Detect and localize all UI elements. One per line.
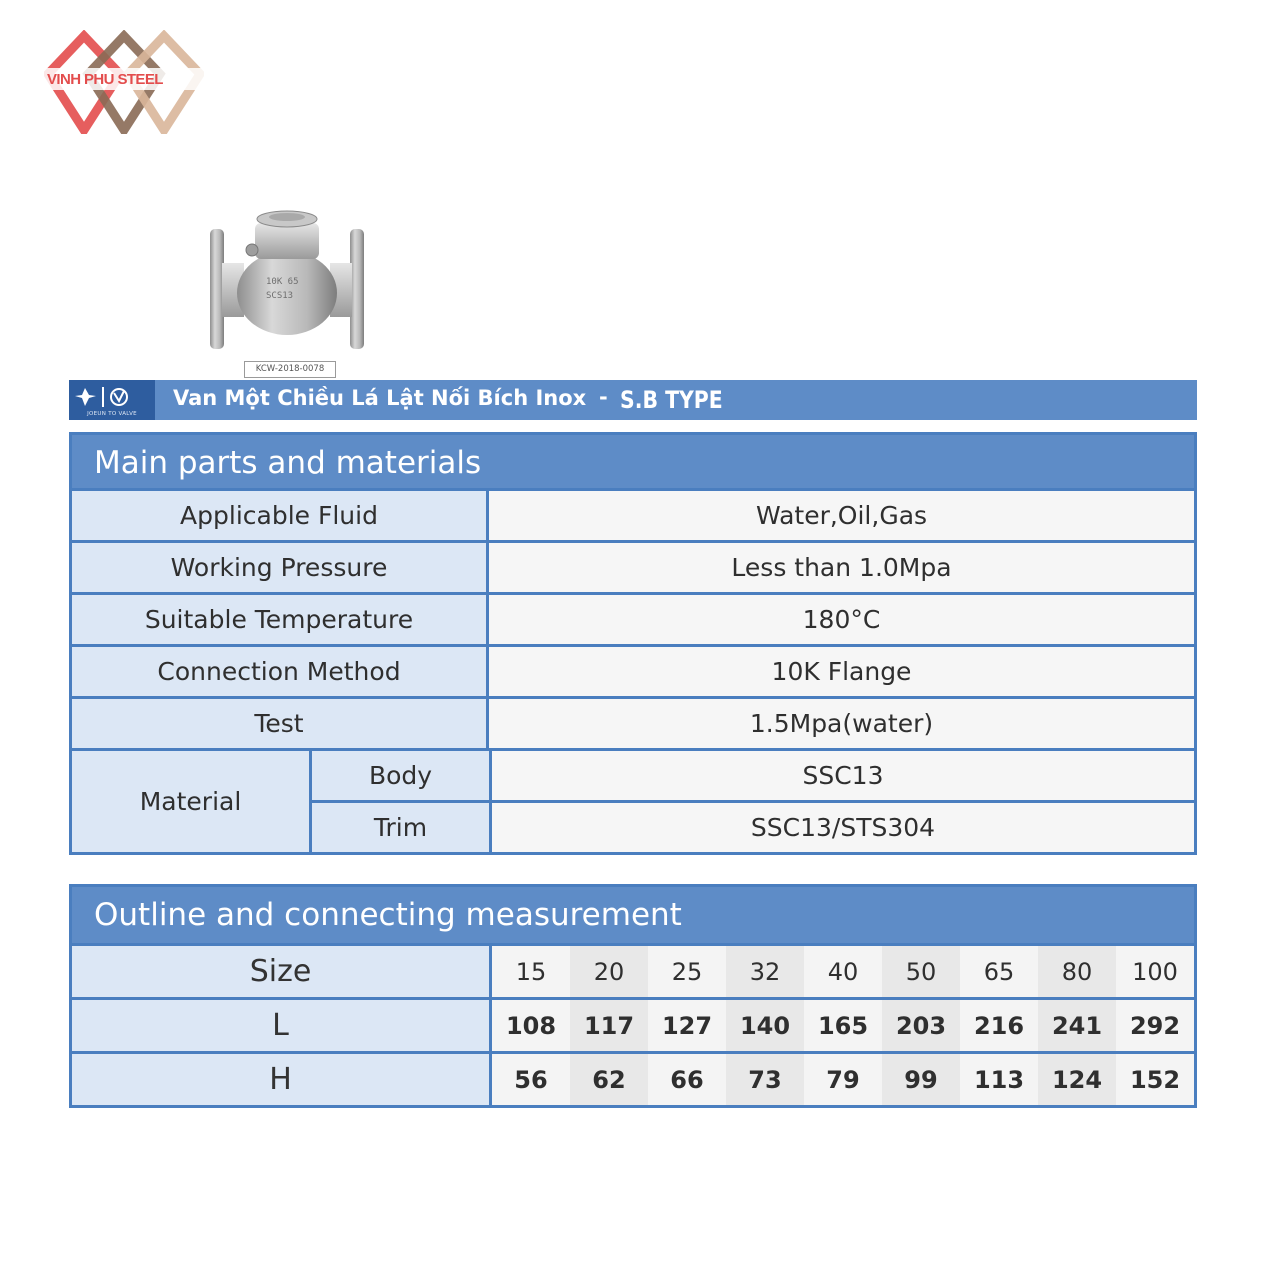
materials-table (69, 432, 1197, 855)
length-value: 117 (570, 1000, 648, 1051)
row-value: 180°C (489, 595, 1194, 644)
product-code-label: KCW-2018-0078 (244, 361, 336, 378)
row-value: 1.5Mpa(water) (489, 699, 1194, 748)
height-value: 124 (1038, 1054, 1116, 1105)
length-row (72, 997, 1194, 1051)
table-row (72, 592, 1194, 644)
size-value: 20 (570, 946, 648, 997)
size-label: Size (72, 946, 492, 997)
length-value: 140 (726, 1000, 804, 1051)
row-label: Suitable Temperature (72, 595, 489, 644)
valve-brand-icon (75, 385, 149, 411)
height-value: 73 (726, 1054, 804, 1105)
length-value: 241 (1038, 1000, 1116, 1051)
row-label: Working Pressure (72, 543, 489, 592)
row-label: Test (72, 699, 489, 748)
material-body-value: SSC13 (492, 751, 1194, 800)
materials-table-heading: Main parts and materials (72, 435, 1194, 491)
material-body-label: Body (312, 751, 492, 800)
length-value: 108 (492, 1000, 570, 1051)
size-value: 15 (492, 946, 570, 997)
length-label: L (72, 1000, 492, 1051)
height-value: 56 (492, 1054, 570, 1105)
table-row (72, 491, 1194, 540)
row-value: Less than 1.0Mpa (489, 543, 1194, 592)
dimensions-table (69, 884, 1197, 1108)
logo-text: VINH PHU STEEL (47, 71, 163, 88)
height-row (72, 1051, 1194, 1105)
material-trim-value: SSC13/STS304 (492, 803, 1194, 852)
valve-type: S.B TYPE (620, 386, 723, 414)
row-value: Water,Oil,Gas (489, 491, 1194, 540)
body-marking-2: SCS13 (266, 291, 294, 301)
size-value: 80 (1038, 946, 1116, 997)
size-value: 32 (726, 946, 804, 997)
brand-logo-box (69, 380, 155, 420)
height-value: 99 (882, 1054, 960, 1105)
dimensions-table-heading: Outline and connecting measurement (72, 887, 1194, 943)
size-value: 40 (804, 946, 882, 997)
height-label: H (72, 1054, 492, 1105)
material-trim-row (312, 800, 1194, 852)
length-value: 127 (648, 1000, 726, 1051)
material-trim-label: Trim (312, 803, 492, 852)
material-body-row (312, 751, 1194, 800)
size-value: 25 (648, 946, 726, 997)
size-value: 50 (882, 946, 960, 997)
row-label: Applicable Fluid (72, 491, 489, 540)
body-marking-1: 10K 65 (266, 277, 299, 287)
height-value: 66 (648, 1054, 726, 1105)
material-label: Material (72, 751, 312, 852)
length-value: 216 (960, 1000, 1038, 1051)
title-bar (69, 380, 1197, 420)
title-separator: - (599, 385, 608, 409)
vinh-phu-steel-logo (44, 30, 204, 134)
material-row-group (72, 748, 1194, 852)
length-value: 203 (882, 1000, 960, 1051)
height-value: 62 (570, 1054, 648, 1105)
length-value: 165 (804, 1000, 882, 1051)
height-value: 113 (960, 1054, 1038, 1105)
height-value: 79 (804, 1054, 882, 1105)
row-value: 10K Flange (489, 647, 1194, 696)
valve-product-image (200, 205, 370, 355)
height-value: 152 (1116, 1054, 1194, 1105)
row-label: Connection Method (72, 647, 489, 696)
size-value: 100 (1116, 946, 1194, 997)
table-row (72, 644, 1194, 696)
table-row (72, 540, 1194, 592)
size-value: 65 (960, 946, 1038, 997)
table-row (72, 696, 1194, 748)
size-row (72, 943, 1194, 997)
length-value: 292 (1116, 1000, 1194, 1051)
brand-subtitle: JOEUN TO VALVE (87, 411, 137, 417)
page-title: Van Một Chiều Lá Lật Nối Bích Inox (173, 386, 587, 410)
